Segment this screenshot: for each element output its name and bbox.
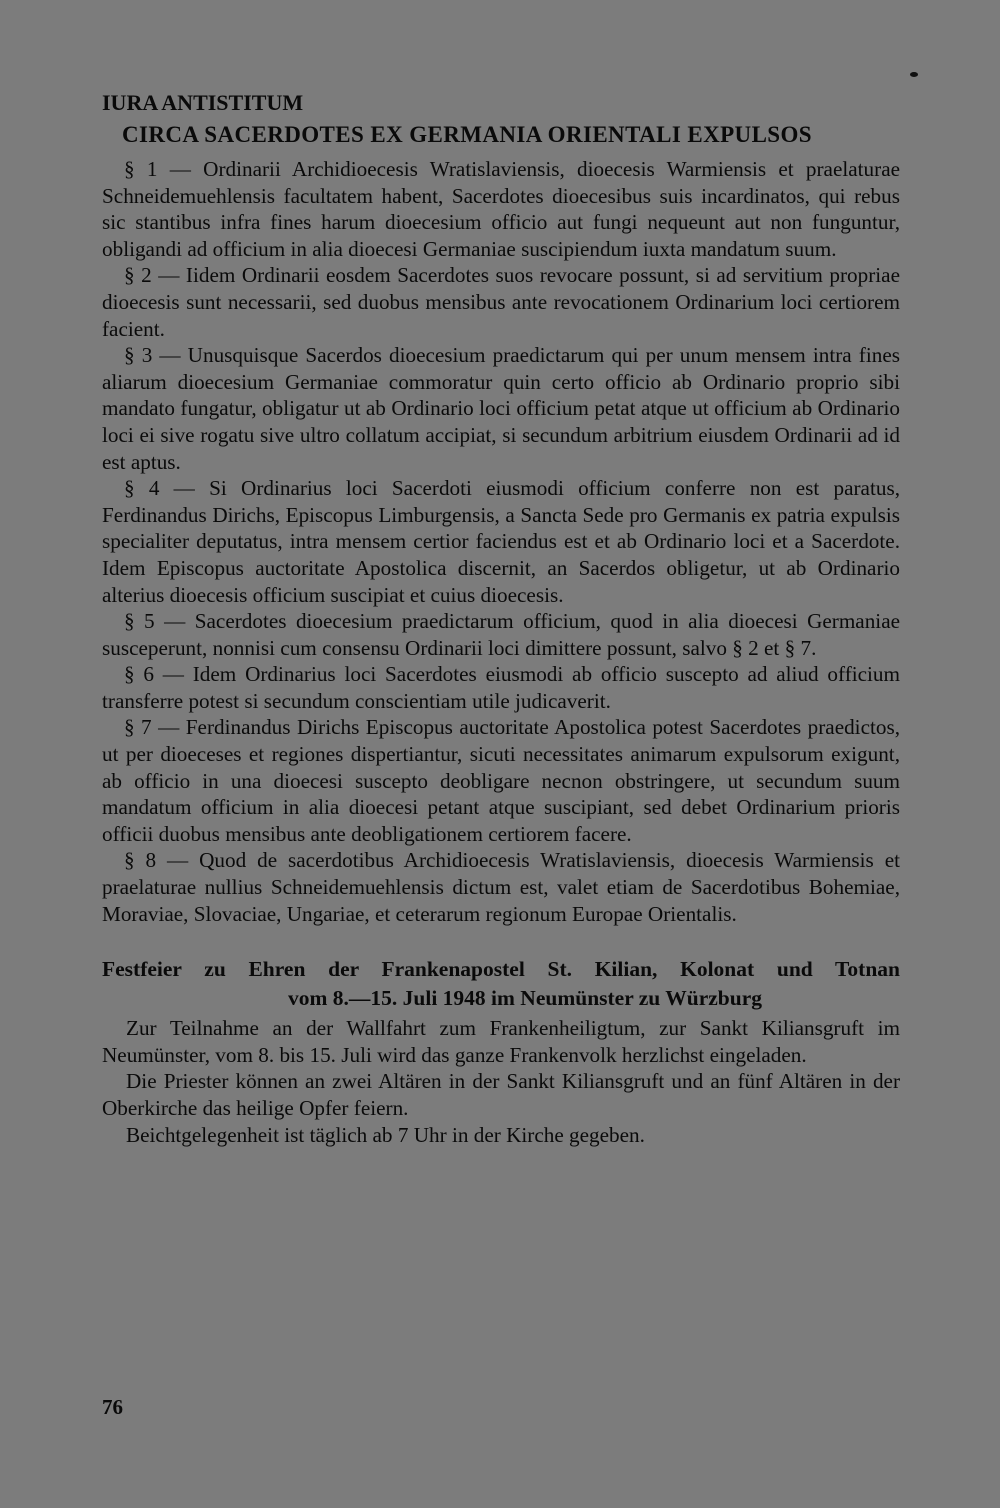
paragraph-section-8: § 8 — Quod de sacerdotibus Archidioecesis Wratislaviensis, dioecesis Warmiensis et praelaturae nullius Schneidemuehlensis dictum est, valet etiam de Sacerdotibus Bohemiae, Moraviae, Slovaciae, Ungariae, et ceterarum regionum Europae Orientalis. — [102, 848, 900, 926]
notice-paragraph-3: Beichtgelegenheit ist täglich ab 7 Uhr in der Kirche gegeben. — [126, 1122, 645, 1147]
notice-title-line-2: vom 8.—15. Juli 1948 im Neumünster zu Würzburg — [287, 986, 762, 1011]
paragraph-section-6: § 6 — Idem Ordinarius loci Sacerdotes eiusmodi ab officio suscepto ad aliud officium transferre potest si secundum conscientiam utile judicaverit. — [102, 662, 900, 713]
notice-paragraph-1: Zur Teilnahme an der Wallfahrt zum Frankenheiligtum, zur Sankt Kiliansgruft im Neumünster, vom 8. bis 15. Juli wird das ganze Frankenvolk herzlichst eingeladen. — [102, 1016, 900, 1067]
section-subheading: CIRCA SACERDOTES EX GERMANIA ORIENTALI EXPULSOS — [122, 122, 812, 147]
decree-sections — [102, 156, 900, 927]
page-content — [102, 86, 900, 1148]
notice-title-line-1: Festfeier zu Ehren der Frankenapostel St. Kilian, Kolonat und Totnan — [102, 957, 900, 982]
notice-body — [102, 1015, 900, 1148]
paragraph-section-4: § 4 — Si Ordinarius loci Sacerdoti eiusmodi officium conferre non est paratus, Ferdinandus Dirichs, Episcopus Limburgensis, a Sancta Sede pro Germanis ex patria expulsis specialiter deputatus, intra mensem certior faciendus est et ab Ordinario loci et a Sacerdote. Idem Episcopus auctoritate Apostolica discernit, an Sacerdos obligetur, ut ab Ordinario alterius dioecesis officium suscipiat et cuius dioecesis. — [102, 476, 900, 607]
spacer — [102, 927, 900, 955]
paragraph-section-1: § 1 — Ordinarii Archidioecesis Wratislaviensis, dioecesis Warmiensis et praelaturae Schneidemuehlensis facultatem habent, Sacerdotes dioecesibus suis incardinatos, qui rebus sic stantibus infra fines harum dioecesium officio aut fungi nequeunt aut non funguntur, obligandi ad officium in alia dioecesi Germaniae suscipiendum iuxta mandatum suum. — [102, 157, 900, 261]
ink-speck — [910, 72, 918, 77]
paragraph-section-5: § 5 — Sacerdotes dioecesium praedictarum officium, quod in alia dioecesi Germaniae susceperunt, nonnisi cum consensu Ordinarii loci dimittere possunt, salvo § 2 et § 7. — [102, 609, 900, 660]
section-heading: IURA ANTISTITUM — [102, 90, 304, 115]
notice-paragraph-2: Die Priester können an zwei Altären in der Sankt Kiliansgruft und an fünf Altären in der Oberkirche das heilige Opfer feiern. — [102, 1069, 900, 1120]
paragraph-section-7: § 7 — Ferdinandus Dirichs Episcopus auctoritate Apostolica potest Sacerdotes praedictos, ut per dioeceses et regiones dispertiantur, sicuti necessitates animarum expulsorum exigunt, ab officio in una dioecesi suscepto deobligare necnon obstringere, ut secundum suum mandatum officium in alia dioecesi petant atque suscipiant, sed debet Ordinarium prioris officii duobus mensibus ante deobligationem certiorem facere. — [102, 715, 900, 846]
paragraph-section-3: § 3 — Unusquisque Sacerdos dioecesium praedictarum qui per unum mensem intra fines aliarum dioecesium Germaniae commoratur quin certo officio ab Ordinario proprio sibi mandato fungatur, obligatur ut ab Ordinario loci officium petat atque ut officium ab Ordinario loci ei sive rogatu sive ultro collatum accipiat, si secundum arbitrium eiusdem Ordinarii ad id est aptus. — [102, 343, 900, 474]
paragraph-section-2: § 2 — Iidem Ordinarii eosdem Sacerdotes suos revocare possunt, si ad servitium propriae dioecesis sunt necessarii, sed duobus mensibus ante revocationem Ordinarium loci certiorem facient. — [102, 263, 900, 341]
notice-title — [102, 955, 900, 1013]
page-number: 76 — [102, 1395, 123, 1419]
